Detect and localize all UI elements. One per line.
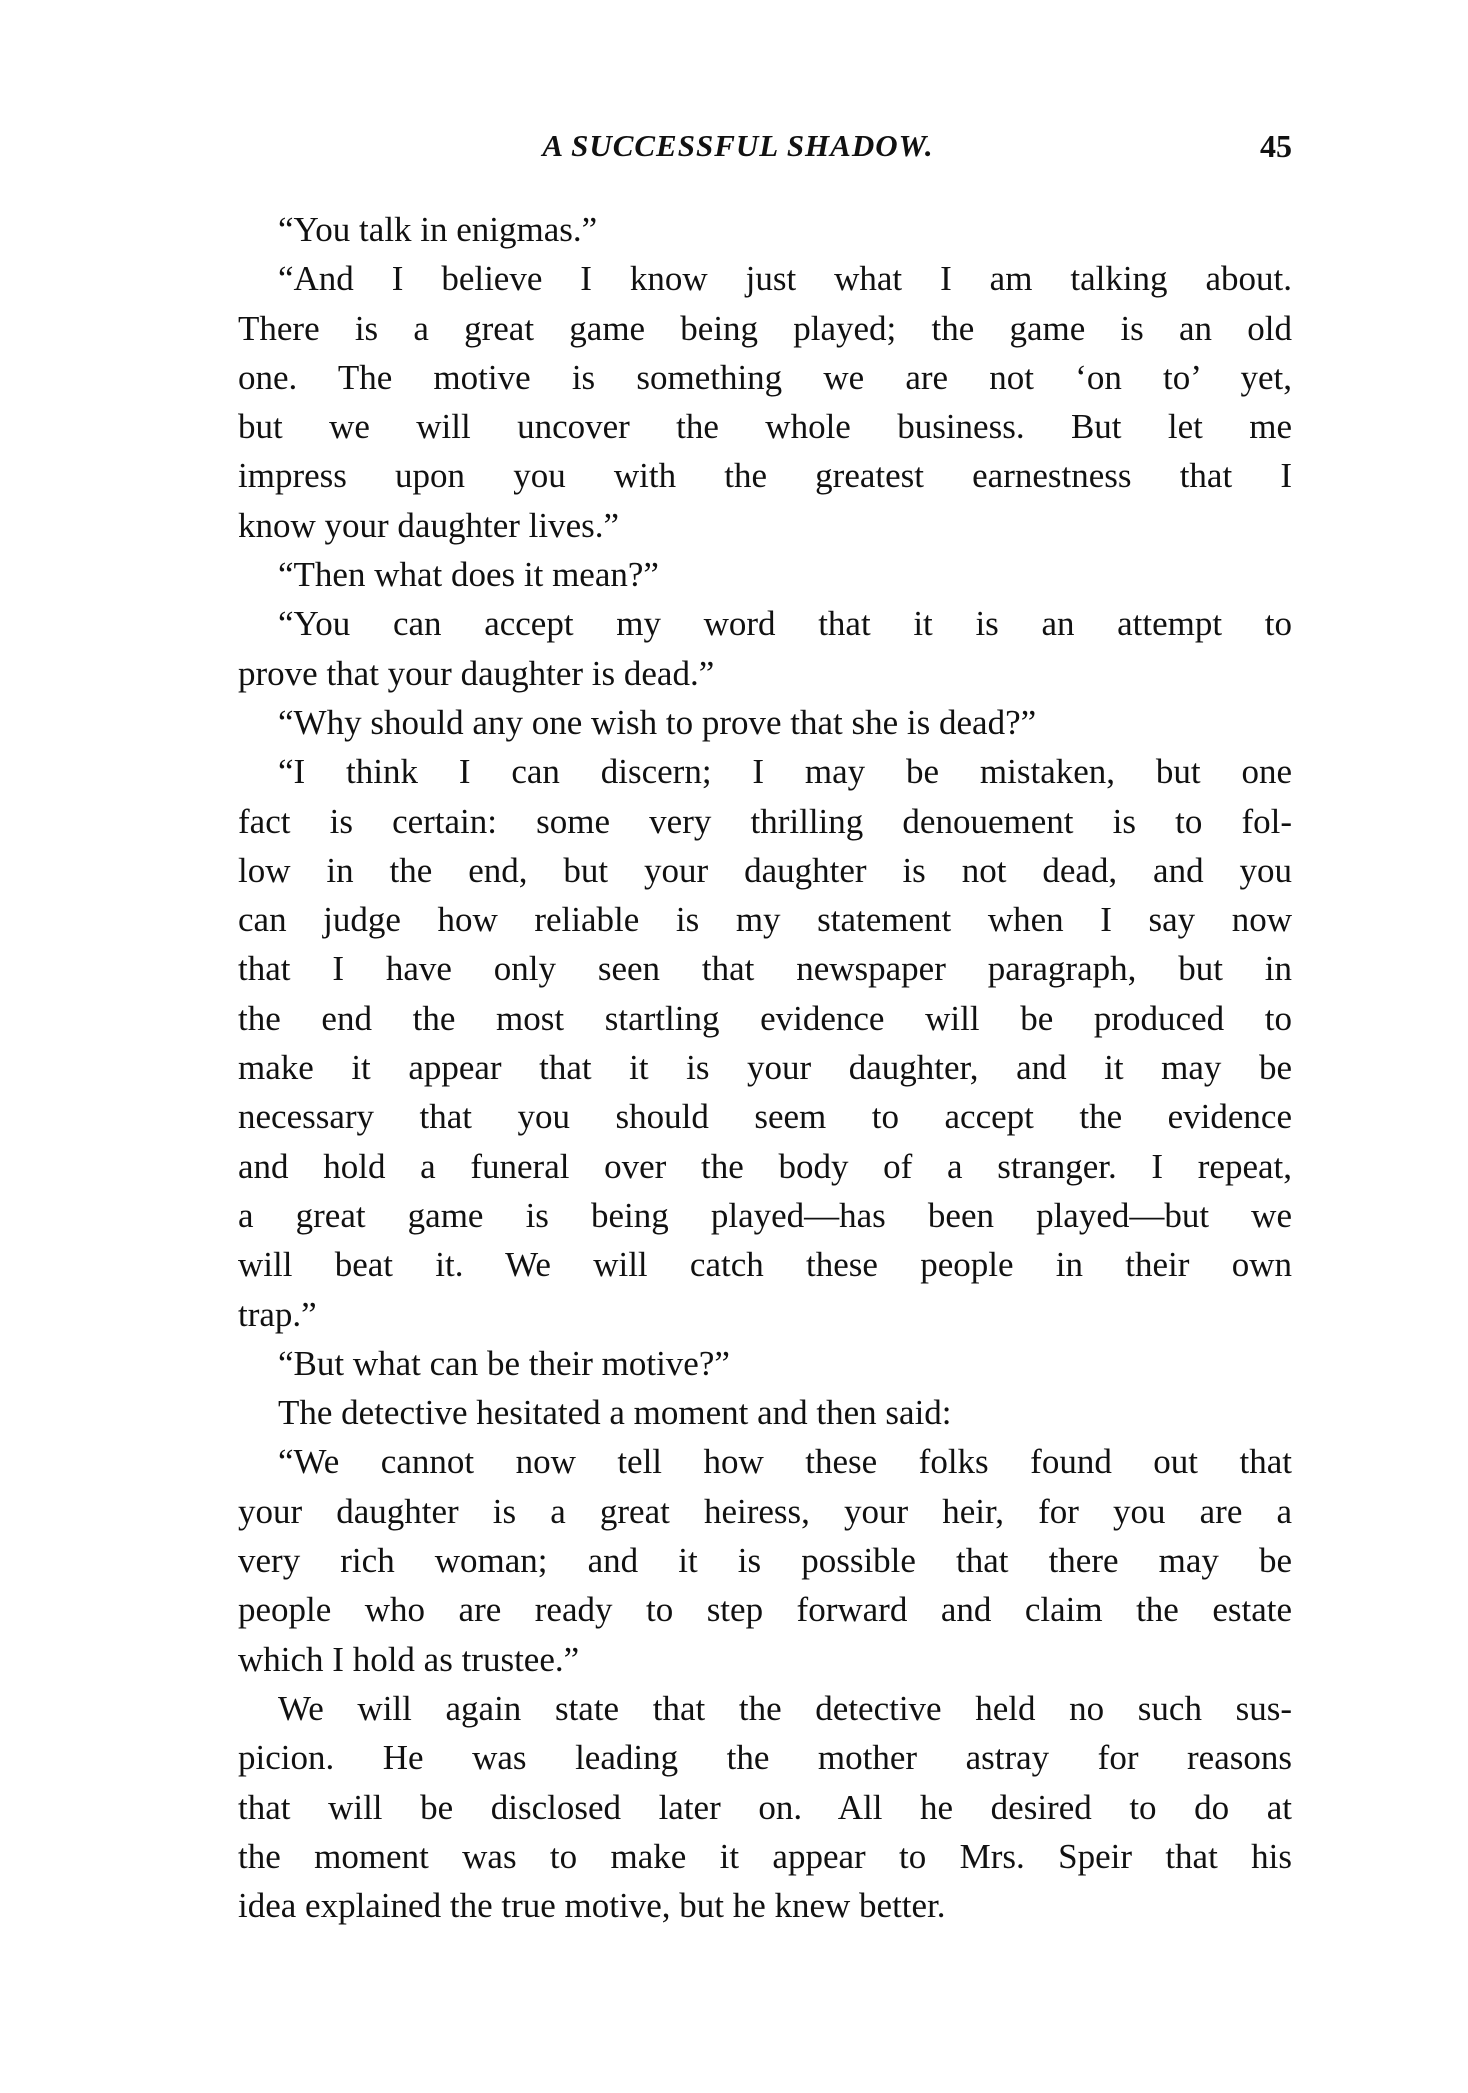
text-line: “Why should any one wish to prove that she is dead?” [278,702,1037,742]
text-line: people who are ready to step forward and claim the estate [238,1590,1292,1630]
paragraph [238,550,1292,599]
text-line: one. The motive is something we are not ‘on to’ yet, [238,357,1292,397]
text-line: very rich woman; and it is possible that there may be [238,1541,1292,1581]
chapter-title: A SUCCESSFUL SHADOW. [542,128,934,163]
text-line: fact is certain: some very thrilling denouement is to fol- [238,801,1292,841]
text-line: “But what can be their motive?” [278,1343,730,1383]
text-line: picion. He was leading the mother astray for reasons [238,1738,1292,1778]
page-number: 45 [1260,128,1292,164]
paragraph [238,254,1292,550]
text-line: low in the end, but your daughter is not dead, and you [238,850,1292,890]
paragraph [238,1339,1292,1388]
text-line: that I have only seen that newspaper paragraph, but in [238,949,1292,989]
running-head [238,128,1292,168]
text-line: “You can accept my word that it is an attempt to [278,604,1292,644]
paragraph [238,205,1292,254]
text-line: know your daughter lives.” [238,505,620,545]
paragraph [238,1437,1292,1683]
text-line: trap.” [238,1294,317,1334]
text-line: “Then what does it mean?” [278,555,659,595]
text-line: “We cannot now tell how these folks found out that [278,1442,1292,1482]
paragraph [238,698,1292,747]
text-line: “I think I can discern; I may be mistaken, but one [278,752,1292,792]
text-line: impress upon you with the greatest earnestness that I [238,456,1292,496]
text-line: the end the most startling evidence will be produced to [238,998,1292,1038]
text-line: There is a great game being played; the game is an old [238,308,1292,348]
text-line: We will again state that the detective held no such sus- [278,1688,1292,1728]
paragraph [238,747,1292,1339]
text-line: your daughter is a great heiress, your heir, for you are a [238,1491,1292,1531]
text-line: “And I believe I know just what I am talking about. [278,259,1292,299]
text-line: The detective hesitated a moment and then said: [278,1393,952,1433]
body-text [238,205,1292,1930]
text-line: and hold a funeral over the body of a stranger. I repeat, [238,1146,1292,1186]
text-line: “You talk in enigmas.” [278,210,598,249]
text-line: that will be disclosed later on. All he desired to do at [238,1787,1292,1827]
text-line: a great game is being played—has been played—but we [238,1195,1292,1235]
text-line: but we will uncover the whole business. But let me [238,407,1292,447]
paragraph [238,599,1292,698]
text-line: make it appear that it is your daughter, and it may be [238,1048,1292,1088]
text-line: necessary that you should seem to accept the evidence [238,1097,1292,1137]
text-line: prove that your daughter is dead.” [238,653,715,693]
text-line: can judge how reliable is my statement when I say now [238,900,1292,940]
text-line: will beat it. We will catch these people in their own [238,1245,1292,1285]
text-line: which I hold as trustee.” [238,1639,580,1679]
paragraph [238,1388,1292,1437]
paragraph [238,1684,1292,1930]
text-line: the moment was to make it appear to Mrs. Speir that his [238,1836,1292,1876]
text-line: idea explained the true motive, but he knew better. [238,1886,946,1926]
